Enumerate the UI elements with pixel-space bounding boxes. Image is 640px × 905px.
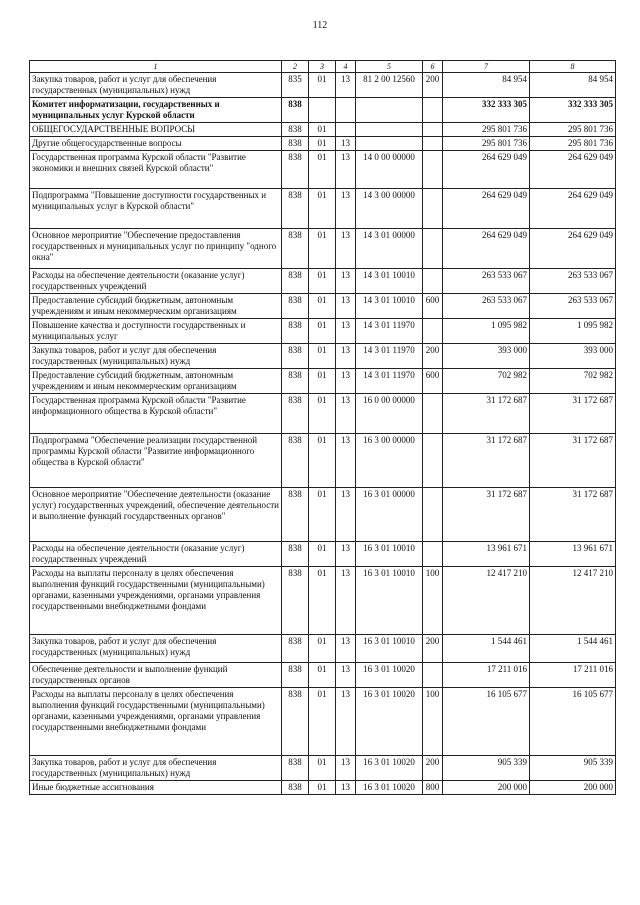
subsection-code-cell: 13 — [336, 151, 356, 189]
ministry-code-cell: 838 — [282, 635, 309, 663]
table-row — [30, 756, 616, 781]
target-article-cell: 16 3 01 10010 — [356, 542, 423, 567]
expense-type-cell: 800 — [423, 781, 443, 795]
section-code-cell: 01 — [309, 319, 336, 344]
amount-year1-cell: 264 629 049 — [443, 189, 530, 229]
expense-type-cell — [423, 137, 443, 151]
ministry-code-cell: 838 — [282, 319, 309, 344]
target-article-cell: 14 0 00 00000 — [356, 151, 423, 189]
section-code-cell: 01 — [309, 123, 336, 137]
row-name-cell: Повышение качества и доступности государственных и муниципальных услуг — [30, 319, 282, 344]
section-code-cell: 01 — [309, 781, 336, 795]
column-number-header — [30, 61, 616, 73]
section-code-cell: 01 — [309, 151, 336, 189]
subsection-code-cell: 13 — [336, 73, 356, 98]
table-row — [30, 542, 616, 567]
subsection-code-cell: 13 — [336, 294, 356, 319]
table-row — [30, 567, 616, 635]
ministry-code-cell: 835 — [282, 73, 309, 98]
table-row — [30, 369, 616, 394]
table-row — [30, 229, 616, 269]
amount-year1-cell: 263 533 067 — [443, 269, 530, 294]
table-row — [30, 269, 616, 294]
amount-year2-cell: 31 172 687 — [530, 434, 616, 488]
section-code-cell: 01 — [309, 756, 336, 781]
amount-year1-cell: 332 333 305 — [443, 98, 530, 123]
amount-year1-cell: 1 095 982 — [443, 319, 530, 344]
amount-year2-cell: 200 000 — [530, 781, 616, 795]
expense-type-cell — [423, 123, 443, 137]
amount-year2-cell: 264 629 049 — [530, 229, 616, 269]
table-row — [30, 137, 616, 151]
expense-type-cell — [423, 189, 443, 229]
target-article-cell: 14 3 01 11970 — [356, 344, 423, 369]
table-row — [30, 488, 616, 542]
ministry-code-cell: 838 — [282, 229, 309, 269]
section-code-cell: 01 — [309, 269, 336, 294]
amount-year2-cell: 31 172 687 — [530, 488, 616, 542]
table-row — [30, 635, 616, 663]
amount-year2-cell: 31 172 687 — [530, 394, 616, 434]
target-article-cell — [356, 98, 423, 123]
expense-type-cell: 100 — [423, 567, 443, 635]
section-code-cell: 01 — [309, 567, 336, 635]
subsection-code-cell: 13 — [336, 635, 356, 663]
expense-type-cell: 600 — [423, 369, 443, 394]
row-name-cell: Закупка товаров, работ и услуг для обеспечения государственных (муниципальных) нужд — [30, 756, 282, 781]
amount-year2-cell: 84 954 — [530, 73, 616, 98]
amount-year1-cell: 12 417 210 — [443, 567, 530, 635]
target-article-cell: 16 3 00 00000 — [356, 434, 423, 488]
target-article-cell: 14 3 01 10010 — [356, 269, 423, 294]
ministry-code-cell: 838 — [282, 269, 309, 294]
target-article-cell: 14 3 00 00000 — [356, 189, 423, 229]
ministry-code-cell: 838 — [282, 344, 309, 369]
ministry-code-cell: 838 — [282, 369, 309, 394]
target-article-cell: 14 3 01 10010 — [356, 294, 423, 319]
amount-year2-cell: 263 533 067 — [530, 294, 616, 319]
subsection-code-cell: 13 — [336, 394, 356, 434]
expense-type-cell — [423, 663, 443, 688]
table-row — [30, 151, 616, 189]
section-code-cell: 01 — [309, 294, 336, 319]
ministry-code-cell: 838 — [282, 394, 309, 434]
row-name-cell: Государственная программа Курской области "Развитие информационного общества в Курской области" — [30, 394, 282, 434]
row-name-cell: Расходы на выплаты персоналу в целях обеспечения выполнения функций государственными (муниципальными) органами, казенными учреждениями, органами управления государственными внебюджетными фондами — [30, 688, 282, 756]
target-article-cell: 16 3 01 10020 — [356, 688, 423, 756]
amount-year1-cell: 264 629 049 — [443, 151, 530, 189]
row-name-cell: Расходы на обеспечение деятельности (оказание услуг) государственных учреждений — [30, 269, 282, 294]
expense-type-cell — [423, 269, 443, 294]
amount-year1-cell: 16 105 677 — [443, 688, 530, 756]
expense-type-cell — [423, 434, 443, 488]
row-name-cell: Основное мероприятие "Обеспечение предоставления государственных и муниципальных услуг по принципу "одного окна" — [30, 229, 282, 269]
ministry-code-cell: 838 — [282, 488, 309, 542]
target-article-cell: 16 3 01 10020 — [356, 781, 423, 795]
expense-type-cell — [423, 229, 443, 269]
ministry-code-cell: 838 — [282, 294, 309, 319]
ministry-code-cell: 838 — [282, 189, 309, 229]
column-number: 7 — [443, 61, 530, 73]
amount-year2-cell: 264 629 049 — [530, 151, 616, 189]
column-number: 1 — [30, 61, 282, 73]
amount-year2-cell: 17 211 016 — [530, 663, 616, 688]
expense-type-cell — [423, 542, 443, 567]
subsection-code-cell: 13 — [336, 542, 356, 567]
section-code-cell: 01 — [309, 369, 336, 394]
table-row — [30, 189, 616, 229]
ministry-code-cell: 838 — [282, 663, 309, 688]
target-article-cell: 16 3 01 10020 — [356, 663, 423, 688]
expense-type-cell: 100 — [423, 688, 443, 756]
row-name-cell: Подпрограмма "Повышение доступности государственных и муниципальных услуг в Курской области" — [30, 189, 282, 229]
amount-year1-cell: 31 172 687 — [443, 394, 530, 434]
section-code-cell: 01 — [309, 189, 336, 229]
section-code-cell: 01 — [309, 688, 336, 756]
amount-year1-cell: 31 172 687 — [443, 434, 530, 488]
section-code-cell: 01 — [309, 229, 336, 269]
ministry-code-cell: 838 — [282, 688, 309, 756]
table-row — [30, 344, 616, 369]
expense-type-cell — [423, 98, 443, 123]
row-name-cell: ОБЩЕГОСУДАРСТВЕННЫЕ ВОПРОСЫ — [30, 123, 282, 137]
table-row — [30, 663, 616, 688]
section-code-cell: 01 — [309, 434, 336, 488]
subsection-code-cell: 13 — [336, 688, 356, 756]
target-article-cell — [356, 123, 423, 137]
subsection-code-cell: 13 — [336, 189, 356, 229]
target-article-cell: 16 3 01 00000 — [356, 488, 423, 542]
expense-type-cell: 600 — [423, 294, 443, 319]
amount-year1-cell: 264 629 049 — [443, 229, 530, 269]
amount-year1-cell: 263 533 067 — [443, 294, 530, 319]
row-name-cell: Закупка товаров, работ и услуг для обеспечения государственных (муниципальных) нужд — [30, 635, 282, 663]
target-article-cell: 16 0 00 00000 — [356, 394, 423, 434]
subsection-code-cell: 13 — [336, 369, 356, 394]
subsection-code-cell: 13 — [336, 137, 356, 151]
amount-year2-cell: 905 339 — [530, 756, 616, 781]
expense-type-cell — [423, 319, 443, 344]
target-article-cell: 14 3 01 00000 — [356, 229, 423, 269]
row-name-cell: Подпрограмма "Обеспечение реализации государственной программы Курской области "Развитие информационного общества в Курской области" — [30, 434, 282, 488]
amount-year1-cell: 84 954 — [443, 73, 530, 98]
amount-year1-cell: 295 801 736 — [443, 137, 530, 151]
section-code-cell: 01 — [309, 394, 336, 434]
ministry-code-cell: 838 — [282, 542, 309, 567]
row-name-cell: Комитет информатизации, государственных и муниципальных услуг Курской области — [30, 98, 282, 123]
column-number: 3 — [309, 61, 336, 73]
expense-type-cell: 200 — [423, 73, 443, 98]
section-code-cell — [309, 98, 336, 123]
amount-year1-cell: 200 000 — [443, 781, 530, 795]
subsection-code-cell: 13 — [336, 567, 356, 635]
subsection-code-cell: 13 — [336, 781, 356, 795]
subsection-code-cell: 13 — [336, 488, 356, 542]
expense-type-cell — [423, 151, 443, 189]
section-code-cell: 01 — [309, 663, 336, 688]
row-name-cell: Предоставление субсидий бюджетным, автономным учреждениям и иным некоммерческим организациям — [30, 369, 282, 394]
table-row — [30, 394, 616, 434]
amount-year2-cell: 702 982 — [530, 369, 616, 394]
amount-year1-cell: 702 982 — [443, 369, 530, 394]
amount-year2-cell: 263 533 067 — [530, 269, 616, 294]
row-name-cell: Предоставление субсидий бюджетным, автономным учреждениям и иным некоммерческим организациям — [30, 294, 282, 319]
expense-type-cell — [423, 394, 443, 434]
row-name-cell: Государственная программа Курской области "Развитие экономики и внешних связей Курской области" — [30, 151, 282, 189]
subsection-code-cell: 13 — [336, 756, 356, 781]
expense-type-cell — [423, 488, 443, 542]
target-article-cell: 16 3 01 10010 — [356, 567, 423, 635]
subsection-code-cell: 13 — [336, 344, 356, 369]
table-row — [30, 434, 616, 488]
ministry-code-cell: 838 — [282, 756, 309, 781]
expense-type-cell: 200 — [423, 344, 443, 369]
budget-table — [29, 60, 616, 795]
table-row — [30, 123, 616, 137]
target-article-cell: 14 3 01 11970 — [356, 319, 423, 344]
table-row — [30, 319, 616, 344]
amount-year2-cell: 332 333 305 — [530, 98, 616, 123]
ministry-code-cell: 838 — [282, 151, 309, 189]
table-row — [30, 98, 616, 123]
subsection-code-cell: 13 — [336, 319, 356, 344]
amount-year2-cell: 1 095 982 — [530, 319, 616, 344]
ministry-code-cell: 838 — [282, 137, 309, 151]
target-article-cell: 16 3 01 10020 — [356, 756, 423, 781]
row-name-cell: Расходы на выплаты персоналу в целях обеспечения выполнения функций государственными (муниципальными) органами, казенными учреждениями, органами управления государственными внебюджетными фондами — [30, 567, 282, 635]
target-article-cell: 14 3 01 11970 — [356, 369, 423, 394]
subsection-code-cell: 13 — [336, 269, 356, 294]
ministry-code-cell: 838 — [282, 98, 309, 123]
subsection-code-cell: 13 — [336, 229, 356, 269]
amount-year1-cell: 17 211 016 — [443, 663, 530, 688]
amount-year2-cell: 295 801 736 — [530, 123, 616, 137]
expense-type-cell: 200 — [423, 756, 443, 781]
column-number: 5 — [356, 61, 423, 73]
column-number: 8 — [530, 61, 616, 73]
column-number: 2 — [282, 61, 309, 73]
ministry-code-cell: 838 — [282, 434, 309, 488]
amount-year2-cell: 12 417 210 — [530, 567, 616, 635]
row-name-cell: Иные бюджетные ассигнования — [30, 781, 282, 795]
subsection-code-cell — [336, 98, 356, 123]
amount-year1-cell: 1 544 461 — [443, 635, 530, 663]
amount-year2-cell: 295 801 736 — [530, 137, 616, 151]
amount-year2-cell: 13 961 671 — [530, 542, 616, 567]
column-number: 4 — [336, 61, 356, 73]
table-row — [30, 73, 616, 98]
amount-year2-cell: 393 000 — [530, 344, 616, 369]
subsection-code-cell: 13 — [336, 434, 356, 488]
amount-year2-cell: 16 105 677 — [530, 688, 616, 756]
ministry-code-cell: 838 — [282, 567, 309, 635]
section-code-cell: 01 — [309, 344, 336, 369]
row-name-cell: Основное мероприятие "Обеспечение деятельности (оказание услуг) государственных учреждений, обеспечение деятельности и выполнение функций государственных органов" — [30, 488, 282, 542]
row-name-cell: Обеспечение деятельности и выполнение функций государственных органов — [30, 663, 282, 688]
section-code-cell: 01 — [309, 488, 336, 542]
subsection-code-cell: 13 — [336, 663, 356, 688]
subsection-code-cell — [336, 123, 356, 137]
expense-type-cell: 200 — [423, 635, 443, 663]
ministry-code-cell: 838 — [282, 781, 309, 795]
amount-year1-cell: 905 339 — [443, 756, 530, 781]
page-number: 112 — [312, 20, 328, 31]
amount-year1-cell: 13 961 671 — [443, 542, 530, 567]
target-article-cell: 81 2 00 12560 — [356, 73, 423, 98]
row-name-cell: Расходы на обеспечение деятельности (оказание услуг) государственных учреждений — [30, 542, 282, 567]
section-code-cell: 01 — [309, 137, 336, 151]
amount-year2-cell: 1 544 461 — [530, 635, 616, 663]
target-article-cell — [356, 137, 423, 151]
ministry-code-cell: 838 — [282, 123, 309, 137]
section-code-cell: 01 — [309, 635, 336, 663]
amount-year1-cell: 31 172 687 — [443, 488, 530, 542]
amount-year1-cell: 295 801 736 — [443, 123, 530, 137]
row-name-cell: Другие общегосударственные вопросы — [30, 137, 282, 151]
table-row — [30, 781, 616, 795]
target-article-cell: 16 3 01 10010 — [356, 635, 423, 663]
row-name-cell: Закупка товаров, работ и услуг для обеспечения государственных (муниципальных) нужд — [30, 73, 282, 98]
section-code-cell: 01 — [309, 542, 336, 567]
amount-year2-cell: 264 629 049 — [530, 189, 616, 229]
table-row — [30, 294, 616, 319]
table-row — [30, 688, 616, 756]
amount-year1-cell: 393 000 — [443, 344, 530, 369]
section-code-cell: 01 — [309, 73, 336, 98]
column-number: 6 — [423, 61, 443, 73]
row-name-cell: Закупка товаров, работ и услуг для обеспечения государственных (муниципальных) нужд — [30, 344, 282, 369]
